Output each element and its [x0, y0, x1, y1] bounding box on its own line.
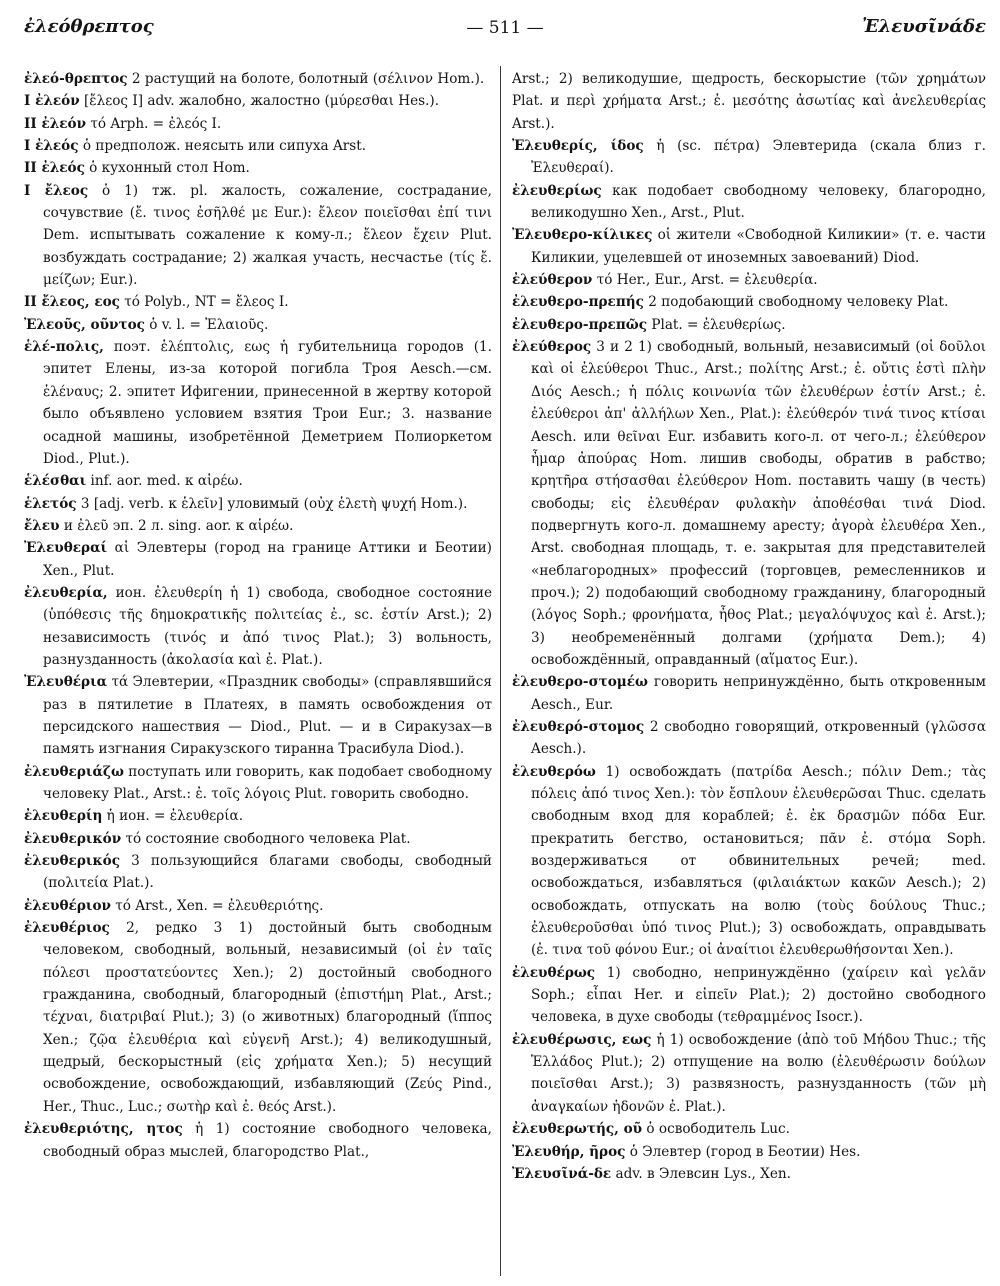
entry-definition: 2 свободно говорящий, откровенный (γλῶσσα Aesch.).: [531, 718, 986, 758]
entry-definition: 3 пользующийся благами свободы, свободный (πολιτεία Plat.).: [43, 853, 492, 892]
dictionary-entry: [24, 314, 492, 336]
dictionary-entry: [24, 493, 492, 515]
entry-headword: ἐλευθέρως: [512, 964, 596, 981]
page-header: [24, 12, 986, 46]
dictionary-entry: [512, 716, 986, 761]
entry-definition: τό Polyb., NT = ἔλεος I.: [119, 294, 289, 311]
dictionary-entry: [24, 113, 492, 135]
entry-headword: ἐλευθερο-στομέω: [512, 674, 648, 691]
dictionary-entry: [512, 671, 986, 716]
entry-headword: ἐλευθερία,: [24, 584, 108, 601]
entry-headword: II ἐλεός: [24, 160, 85, 177]
entry-headword: II ἔλεος, εος: [24, 294, 120, 311]
dictionary-entry: [24, 761, 492, 806]
dictionary-entry: [512, 1163, 986, 1185]
entry-headword: ἐλεό-θρεπτος: [24, 71, 128, 87]
entry-headword: Ἐλευσῖνά-δε: [512, 1165, 612, 1182]
entry-headword: ἑλέ-πολις,: [24, 339, 104, 356]
dictionary-entry: [512, 761, 986, 962]
dictionary-entry: [24, 671, 492, 760]
entry-definition: ὁ v. l. = Ἐλαιοῦς.: [144, 316, 269, 333]
dictionary-entry: [512, 224, 986, 269]
dictionary-entry: [512, 269, 986, 291]
entry-definition: τά Элевтерии, «Праздник свободы» (справлявшийся раз в пятилетие в Платеях, в память освобождения от персидского нашествия — Diod., Plut. — и в Сиракузах—в память изгнания Сиракузского тиранна Трасибула Diod.).: [43, 674, 492, 758]
entry-definition: inf. aor. med. к αἱρέω.: [86, 473, 243, 490]
dictionary-entry: [24, 180, 492, 292]
dictionary-entry: [24, 135, 492, 157]
entry-headword: ἐλευθερίη: [24, 808, 103, 825]
entry-definition: οἱ жители «Свободной Киликии» (т. е. части Киликии, уцелевшей от иноземных завоеваний) Diod.: [531, 227, 986, 266]
column-divider: [500, 66, 501, 1276]
header-last-word: Ἐλευσῖνάδε: [862, 16, 986, 37]
dictionary-entry: [24, 537, 492, 582]
dictionary-entry: [24, 917, 492, 1118]
dictionary-entry: [24, 157, 492, 179]
entry-definition: ион. ἐλευθερίη ἡ 1) свобода, свободное состояние (ὑπόθεσις τῆς δημοκρατικῆς πολιτείας ἐ., sc. ἐστίν Arst.); 2) независимость (τινός и ἀπό τινος Plat.); 3) вольность, разнузданность (ἀκολασία καὶ ἐ. Plat.).: [43, 584, 492, 668]
entry-headword: ἐλευθερο-πρεπῶς: [512, 316, 647, 333]
entry-headword: ἐλευθερο-πρεπής: [512, 294, 644, 311]
entry-headword: ἐλευθερίως: [512, 182, 602, 199]
entry-definition: ὁ Элевтер (город в Беотии) Hes.: [625, 1143, 861, 1160]
entry-headword: Ἐλεοῦς, οῦντος: [24, 316, 145, 333]
entry-definition: ἡ (sc. πέτρα) Элевтерида (скала близ г. Ἐλευθεραί).: [531, 138, 986, 177]
page-number: — 511 —: [466, 18, 544, 38]
entry-headword: ἐλευθερωτής, οῦ: [512, 1121, 643, 1138]
dictionary-entry: [512, 1141, 986, 1163]
entry-definition: 3 и 2 1) свободный, вольный, независимый (οἱ δοῦλοι καὶ οἱ ἐλεύθεροι Thuc., Arst.; πολίτης Arst.; ἐ. οὔτις ἐστὶ πλὴν Διός Aesch.; ἡ πόλις κοινωνία τῶν ἐλευθέρων ἐστίν Arst.; ἐ. ἐλεύθεροι ἀπ' ἀλλήλων Xen., Plat.): ἐλεύθερόν τινά τινος κτίσαι Aesch. или θεῖναι Eur. избавить кого-л. от чего-л.; ἐλεύθερον ἦμαρ ἀπούρας Hom. лишив свободы, обратив в рабство; κρητῆρα στήσασθαι ἐλεύθερον Hom. поставить чашу (в честь) свободы; εἰς ἐλευθέραν φυλακὴν ἀποθέσθαι τινά Diod. подвергнуть кого-л. домашнему аресту; ἀγορὰ ἐλευθέρα Xen., Arst. свободная площадь, т. е. закрытая для представителей «неблагородных» профессий (торговцев, ремесленников и проч.); 2) подобающий свободному гражданину, благородный (λόγος Soph.; φρονήματα, ἦθος Plat.; μεγαλόψυχος καὶ ἐ. Arst.); 3) необременённый долгами (χρήματα Dem.); 4) освобождённый, оправданный (αἵματος Eur.).: [531, 339, 986, 668]
entry-headword: I ἔλεος: [24, 182, 89, 199]
entry-definition: τό Arst., Xen. = ἐλευθεριότης.: [110, 897, 324, 914]
entry-definition: как подобает свободному человеку, благородно, великодушно Xen., Arst., Plut.: [531, 182, 986, 222]
dictionary-entry: [512, 336, 986, 671]
entry-headword: Ἐλευθεραί: [24, 540, 108, 557]
entry-definition: и ἐλεῦ эп. 2 л. sing. aor. к αἱρέω.: [59, 517, 294, 534]
dictionary-entry: [24, 291, 492, 313]
entry-definition: ὁ освободитель Luc.: [642, 1121, 790, 1138]
dictionary-entry: [512, 68, 986, 135]
entry-definition: ἡ 1) состояние свободного человека, свободный образ мыслей, благородство Plat.,: [43, 1121, 492, 1160]
dictionary-entry: [24, 336, 492, 470]
header-first-word: ἐλεόθρεπτος: [24, 16, 154, 37]
entry-definition: поэт. ἑλέπτολις, εως ἡ губительница городов (1. эпитет Елены, из-за которой погибла Троя Aesch.—см. ἑλέναυς; 2. эпитет Ифигении, принесенной в жертву которой было объявлено условием взятия Трои Eur.; 3. название осадной машины, изобретённой Деметрием Полиоркетом Diod., Plut.).: [43, 339, 492, 467]
dictionary-entry: [24, 68, 492, 90]
entry-headword: ἐλευθέριος: [24, 920, 110, 937]
entry-definition: τό состояние свободного человека Plat.: [121, 830, 411, 847]
entry-definition: 2 подобающий свободному человеку Plat.: [643, 294, 949, 311]
dictionary-entry: [24, 515, 492, 537]
entry-headword: ἐλευθερόω: [512, 763, 596, 780]
entry-definition: ἡ 1) освобождение (ἀπὸ τοῦ Μήδου Thuc.; τῆς Ἑλλάδος Plut.); 2) отпущение на волю (ἐλευθέρωσιν δούλων ποιεῖσθαι Arst.); 3) развязность, разнузданность (τῶν μὴ ἀναγκαίων ἡδονῶν ἐ. Plat.).: [531, 1031, 986, 1115]
entry-definition: ὁ предполож. неясыть или сипуха Arst.: [78, 138, 367, 155]
entry-headword: ἐλευθέρωσις, εως: [512, 1031, 652, 1048]
entry-headword: Ἐλευθερο-κίλικες: [512, 227, 653, 244]
entry-definition: ὁ кухонный стол Hom.: [84, 160, 250, 177]
entry-definition: 1) свободно, непринуждённо (χαίρειν καὶ γελᾶν Soph.; εἶπαι Her. и εἰπεῖν Plat.); 2) достойно свободного человека, в духе свободы (τεθραμμένος Isocr.).: [531, 964, 986, 1026]
entry-headword: ἐλεύθερος: [512, 339, 592, 356]
entry-definition: 2 растущий на болоте, болотный (σέλινον Hom.).: [127, 71, 485, 87]
dictionary-entry: [24, 582, 492, 671]
entry-definition: говорить непринуждённо, быть откровенным Aesch., Eur.: [531, 674, 986, 713]
dictionary-entry: [24, 805, 492, 827]
entry-headword: ἐλευθεριάζω: [24, 763, 124, 780]
entry-headword: ἐλευθερικόν: [24, 830, 122, 847]
entry-definition: ἡ ион. = ἐλευθερία.: [102, 808, 244, 825]
entry-definition: αἱ Элевтеры (город на границе Аттики и Беотии) Xen., Plut.: [43, 540, 492, 579]
entry-definition: 3 [adj. verb. к ἑλεῖν] уловимый (οὐχ ἑλετὴ ψυχή Hom.).: [76, 495, 468, 512]
dictionary-entry: [512, 1118, 986, 1140]
entry-headword: Ἐλευθερίς, ίδος: [512, 138, 644, 155]
left-column: [24, 68, 492, 1276]
entry-definition: поступать или говорить, как подобает свободному человеку Plat., Arst.: ἐ. τοῖς λόγοις Plut. говорить свободно.: [43, 763, 492, 802]
dictionary-entry: [24, 1118, 492, 1163]
entry-definition: ὁ 1) тж. pl. жалость, сожаление, сострадание, сочувствие (ἔ. τινος ἐσῆλθέ με Eur.): ἔλεον ποιεῖσθαι ἐπί τινι Dem. испытывать сожаление к кому-л.; ἔλεον ἔχειν Plut. возбуждать сострадание; 2) жалкая участь, несчастье (τίς ἔ. μείζων; Eur.).: [43, 182, 492, 289]
dictionary-entry: [24, 850, 492, 895]
dictionary-entry: [512, 291, 986, 313]
right-column: [512, 68, 986, 1276]
entry-definition: τό Arph. = ἐλεός I.: [86, 115, 222, 132]
dictionary-entry: [512, 135, 986, 180]
entry-headword: I ἐλεός: [24, 138, 79, 155]
entry-headword: ἐλευθερό-στομος: [512, 718, 645, 735]
entry-definition: adv. в Элевсин Lys., Xen.: [611, 1165, 791, 1182]
dictionary-entry: [512, 314, 986, 336]
dictionary-entry: [24, 470, 492, 492]
dictionary-entry: [512, 962, 986, 1029]
entry-headword: ἑλετός: [24, 495, 77, 512]
dictionary-entry: [512, 180, 986, 225]
entry-headword: I ἐλεόν: [24, 93, 80, 110]
entry-definition: 1) освобождать (πατρίδα Aesch.; πόλιν Dem.; τὰς πόλεις ἀπό τινος Xen.): τὸν ἔσπλουν ἐλευθερῶσαι Thuc. сделать свободным вход для кораблей; ἐ. ἐκ δρασμῶν πόδα Eur. прекратить бегство, остановиться; πᾶν ἐ. στόμα Soph. воздерживаться от обвинительных речей; med. освобождаться, избавляться (φιλαιάκτων κακῶν Aesch.); 2) освобождать, отпускать на волю (τοὺς δούλους Thuc.; ἐλευθεροῦσθαι ὑπό τινος Plut.); 3) освобождать, оправдывать (ἐ. τινα τοῦ φόνου Eur.; οἱ ἀναίτιοι ἐλευθερωθήσονται Xen.).: [531, 763, 986, 959]
dictionary-entry: [24, 895, 492, 917]
entry-definition: Arst.; 2) великодушие, щедрость, бескорыстие (τῶν χρημάτων Plat. и περὶ χρήματα Arst.; ἐ. μεσότης ἀσωτίας καὶ ἀνελευθερίας Arst.).: [512, 71, 986, 132]
dictionary-entry: [24, 828, 492, 850]
entry-headword: Ἐλευθήρ, ῆρος: [512, 1143, 626, 1160]
entry-headword: Ἐλευθέρια: [24, 674, 108, 691]
entry-headword: ἐλεύθερον: [512, 272, 593, 289]
entry-headword: ἐλευθέριον: [24, 897, 111, 914]
entry-headword: ἐλευθερικός: [24, 853, 120, 870]
entry-headword: ἑλέσθαι: [24, 473, 87, 490]
entry-headword: II ἐλεόν: [24, 115, 87, 132]
entry-definition: 2, редко 3 1) достойный быть свободным человеком, свободный, вольный, независимый (οἱ ἐν ταῖς πόλεσι προστατεύοντες Xen.); 2) достойный свободного гражданина, свободный, благородный (ἐπιστήμη Plat., Arst.; τέχναι, διατριβαί Plut.); 3) (о животных) благородный (ἵππος Xen.; ζῷα ἐλευθέρια καὶ εὐγενῆ Arst.); 4) великодушный, щедрый, бескорыстный (εἰς χρήματα Xen.); 5) несущий освобождение, освобождающий, избавляющий (Ζεύς Pind., Her., Thuc., Luc.; σωτὴρ καὶ ἐ. θεός Arst.).: [43, 920, 492, 1115]
entry-definition: Plat. = ἐλευθερίως.: [647, 316, 786, 333]
entry-definition: τό Her., Eur., Arst. = ἐλευθερία.: [592, 272, 818, 289]
entry-definition: [ἔλεος I] adv. жалобно, жалостно (μύρεσθαι Hes.).: [79, 93, 440, 110]
entry-headword: ἐλευθεριότης, ητος: [24, 1121, 183, 1138]
entry-headword: ἔλευ: [24, 517, 60, 534]
dictionary-entry: [24, 90, 492, 112]
dictionary-entry: [512, 1029, 986, 1118]
